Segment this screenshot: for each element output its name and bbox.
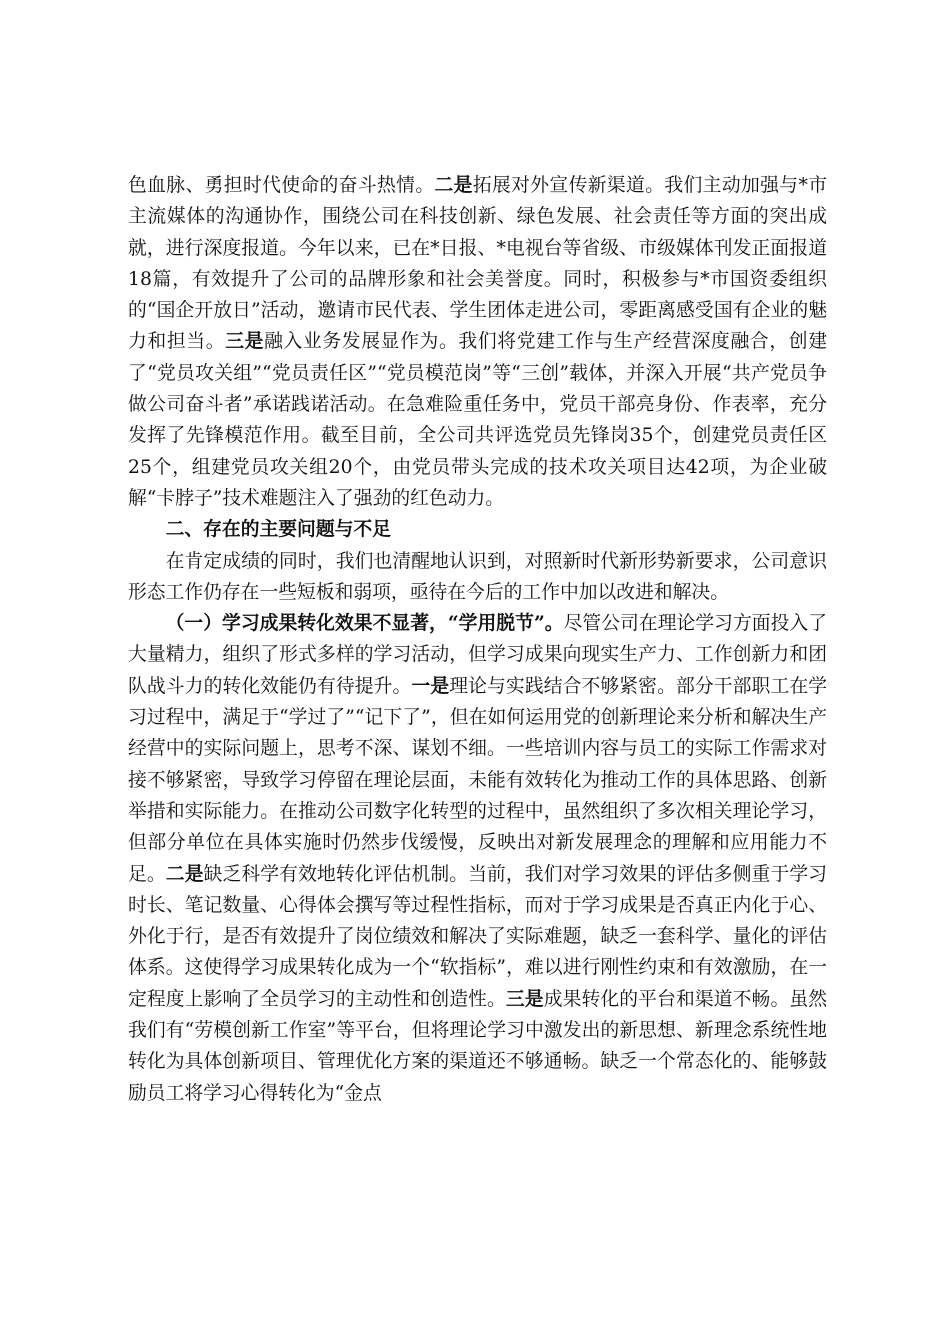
- text: 理论与实践结合不够紧密。部分干部职工在学习过程中，满足于“学过了”“记下了”，但在如何运用党的创新理论来分析和解决生产经营中的实际问题上，思考不深、谋划不细。一些培训内容与员工的实际工作需求对接不够紧密，导致学习停留在理论层面，未能有效转化为推动工作的具体思路、创新举措和实际能力。在推动公司数字化转型的过程中，虽然组织了多次相关理论学习，但部分单位在具体实施时仍然步伐缓慢，反映出对新发展理念的理解和应用能力不足。: [128, 675, 828, 885]
- text: 成果转化的平台和渠道不畅。虽然我们有“劳模创新工作室”等平台，但将理论学习中激发出的新思想、新理念系统性地转化为具体创新项目、管理优化方案的渠道还不够通畅。缺乏一个常态化的、能够鼓励员工将学习心得转化为“金点: [128, 988, 828, 1104]
- bold-marker: 三是: [225, 330, 265, 353]
- document-body: [128, 170, 827, 1109]
- paragraph-outreach: [128, 170, 827, 514]
- text: 缺乏科学有效地转化评估机制。当前，我们对学习效果的评估多侧重于学习时长、笔记数量、心得体会撰写等过程性指标，而对于学习成果是否真正内化于心、外化于行，是否有效提升了岗位绩效和解决了实际难题，缺乏一套科学、量化的评估体系。这使得学习成果转化成为一个“软指标”，难以进行刚性约束和有效激励，在一定程度上影响了全员学习的主动性和创造性。: [128, 863, 828, 1010]
- paragraph-intro: 在肯定成绩的同时，我们也清醒地认识到，对照新时代新形势新要求，公司意识形态工作仍存在一些短板和弱项，亟待在今后的工作中加以改进和解决。: [128, 550, 827, 603]
- bold-marker: 一是: [411, 674, 450, 697]
- text: 尽管公司在理论学习方面投入了大量精力，组织了形式多样的学习活动，但学习成果向现实生产力、工作创新力和团队战斗力的转化效能仍有待提升。: [128, 613, 828, 697]
- paragraph-learning-transfer: [128, 608, 827, 1109]
- bold-marker: 二是: [165, 862, 204, 885]
- bold-marker: 二是: [434, 174, 473, 196]
- section-heading: 二、存在的主要问题与不足: [165, 518, 391, 541]
- text: 融入业务发展显作为。我们将党建工作与生产经营深度融合，创建了“党员攻关组”“党员责任区”“党员模范岗”等“三创”载体，并深入开展“共产党员争做公司奋斗者”承诺践诺活动。在急难险重任务中，党员干部亮身份、作表率，充分发挥了先锋模范作用。截至目前，全公司共评选党员先锋岗35个，创建党员责任区25个，组建党员攻关组20个，由党员带头完成的技术攻关项目达42项，为企业破解“卡脖子”技术难题注入了强劲的红色动力。: [128, 331, 828, 509]
- text: 拓展对外宣传新渠道。我们主动加强与*市主流媒体的沟通协作，围绕公司在科技创新、绿色发展、社会责任等方面的突出成就，进行深度报道。今年以来，已在*日报、*电视台等省级、市级媒体刊发正面报道18篇，有效提升了公司的品牌形象和社会美誉度。同时，积极参与*市国资委组织的“国企开放日”活动，邀请市民代表、学生团体走进公司，零距离感受国有企业的魅力和担当。: [128, 175, 828, 353]
- bold-marker: 三是: [505, 987, 544, 1010]
- subsection-heading: （一）学习成果转化效果不显著，“学用脱节”。: [165, 612, 564, 635]
- text: 色血脉、勇担时代使命的奋斗热情。: [128, 175, 435, 196]
